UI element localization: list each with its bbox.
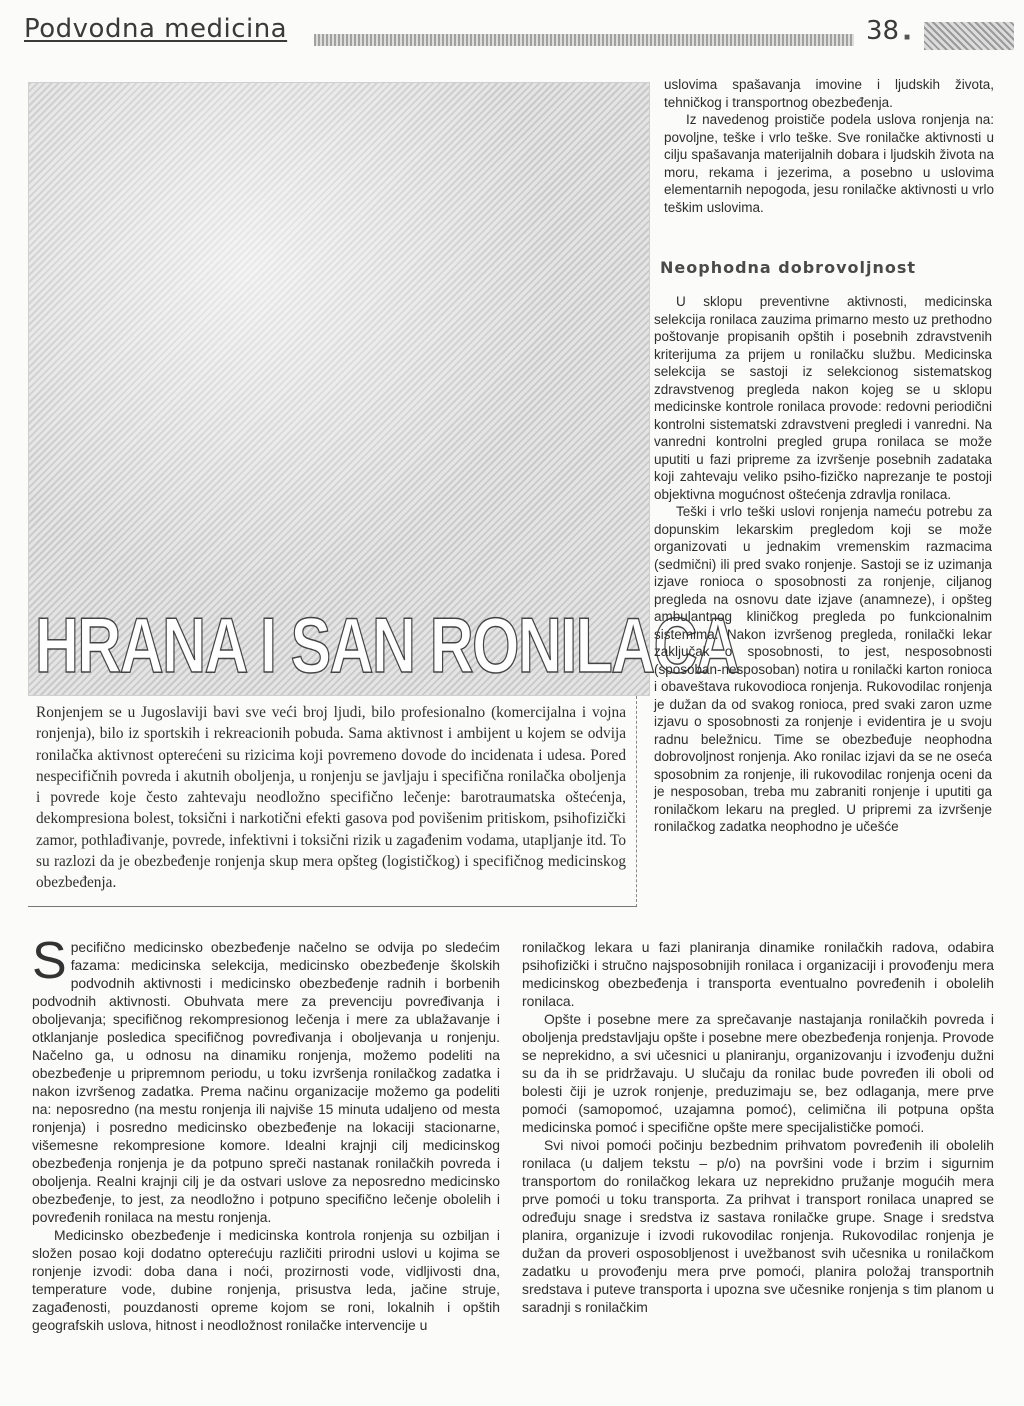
article-lead-box xyxy=(28,696,637,907)
paragraph: Medicinsko obezbeđenje i medicinska kontrola ronjenja su ozbiljan i složen posao koji dodatno opterećuju različiti prirodni uslovi u kojima se ronjenje izvodi: doba dana i noći, prozirnosti vode, vidljivosti dna, temperature vode, dubine ronjenja, prisustva leda, jačine struje, zagađenosti, pouzdanosti opreme kojom se roni, lokalnih i opštih geografskih uslova, hitnost i neodložnost ronilačke intervencije u xyxy=(32,1227,500,1333)
paragraph: Svi nivoi pomoći počinju bezbednim prihvatom povređenih ili obolelih ronilaca (u daljem tekstu – p/o) na površini vode i brzim i sigurnim transportom do ronilačkog lekara uz neprekidno pružanje mogućih mera prve pomoći u toku transporta. Za prihvat i transport ronilaca unapred se određuju snage i sredstva iz sastava ronilačke grupe. Snage i sredstva planira, organizuje i izvodi rukovodilac ronjenja. Rukovodilac ronjenja je dužan da proveri osposobljenost i uvežbanost svih učesnika u ronilačkom zadatku u provođenju mera prve pomoći, planira položaj transportnih sredstava i puteve transporta i upozna sve učesnike ronjenja s tim planom u saradnji s ronilačkim xyxy=(522,1137,994,1315)
paragraph: U sklopu preventivne aktivnosti, medicinska selekcija ronilaca zauzima primarno mesto uz prethodno poštovanje propisanih opštih i posebnih zdravstvenih kriterijuma za prijem u ronilačku službu. Medicinska selekcija se sastoji iz selekcionog sistematskog zdravstvenog pregleda nakon kojeg se u sklopu medicinske kontrole ronilaca provode: redovni periodični kontrolni sistematski zdravstveni pregledi i vanredni. Na vanredni kontrolni pregled grupa ronilaca se može uputiti u fazi pripreme za izvršenje posebnih zadataka koji zahtevaju veliko psiho-fizičko naprezanje te postoji objektivna mogućnost oštećenja zdravlja ronilaca. xyxy=(654,294,992,502)
right-column-top xyxy=(664,76,994,216)
paragraph: uslovima spašavanja imovine i ljudskih života, tehničkog i transportnog obezbeđenja. xyxy=(664,77,994,110)
paragraph-text: pecifično medicinsko obezbeđenje načelno se odvija po sledećim fazama: medicinska selekcija, medicinsko obezbeđenje školskih podvodnih aktivnosti i medicinsko obezbeđenje radnih i borbenih podvodnih aktivnosti. Obuhvata mere za prevenciju povređivanja i oboljevanja; specifičnog rekompresionog lečenja i mere za ublažavanje i otklanjanje posledica specifičnog povređivanja i oboljevanja u ronjenju. Načelno ga, u odnosu na dinamiku ronjenja, možemo podeliti na obezbeđenje u pripremnom periodu, u toku izvršenja ronilačkog zadatka i nakon izvršenog zadatka. Prema načinu organizacije možemo ga podeliti na: neposredno (na mestu ronjenja ili najviše 15 minuta udaljeno od mesta ronjenja) i posredno medicinsko obezbeđenje na lokaciji stacionarne, višemesne rekompresione komore. Idealni krajnji cilj medicinskog obezbeđenja ronjenja je da potpuno spreči nastanak ronilačkih povreda i oboljenja. Realni krajnji cilj je da ostvari uslove za neposredno medicinsko obezbeđenje, to jest, za neodložno i potpuno specifično lečenje obolelih i povređenih ronilaca na mestu ronjenja. xyxy=(32,939,500,1225)
paragraph xyxy=(32,932,500,1226)
header-mark: ■ xyxy=(904,32,911,43)
drop-cap: S xyxy=(32,932,67,990)
article-title: HRANA I SAN RONILACA xyxy=(35,601,739,689)
left-column-bottom xyxy=(32,932,500,1334)
section-heading: Neophodna dobrovoljnost xyxy=(660,258,917,277)
article-lead: Ronjenjem se u Jugoslaviji bavi sve veći broj ljudi, bilo profesionalno (komercijalna i vojna ronjenja), bilo iz sportskih i rekreacionih pobuda. Sama aktivnost i ambijent u kojem se odvija ronilačka aktivnost opterećeni su rizicima koji povremeno dovode do incidenata i udesa. Pored nespecifičnih povreda i akutnih oboljenja, u ronjenju se javljaju i specifična ronilačka oboljenja i povrede koje često zahtevaju neodložno specifično lečenje: barotraumatska oštećenja, dekompresiona bolest, toksični i narkotični efekti gasova pod povišenim pritiskom, psihofizički zamor, pothlađivanje, povrede, infektivni i toksični rizik u zagađenim vodama, utapljanje itd. To su razlozi da je obezbeđenje ronjenja skup mera opšteg (logističkog) i specifičnog medicinskog obezbeđenja. xyxy=(36,704,626,892)
page-number: 38 xyxy=(866,16,900,46)
right-column-main xyxy=(654,293,992,836)
article-photo xyxy=(28,82,739,696)
running-title: Podvodna medicina xyxy=(24,14,288,44)
paragraph: ronilačkog lekara u fazi planiranja dinamike ronilačkih radova, odabira psihofizički i stručno najsposobnijih ronilaca i organizaciji i provođenju mera medicinskog obezbeđenja i transporta eventualno povređenih i obolelih ronilaca. xyxy=(522,939,994,1009)
paragraph: Teški i vrlo teški uslovi ronjenja nameću potrebu za dopunskim lekarskim pregledom koji se može organizovati u jednakim vremenskim razmacima (sedmični) ili pred svako ronjenje. Sastoji se iz uzimanja izjave ronioca o sposobnosti za ronjenje, ciljanog pregleda na osnovu date izjave (anamneze), i opšteg ambulantnog kliničkog pregleda po funkcionalnim sistemima. Nakon izvršenog pregleda, ronilački lekar zaključak o sposobnosti, to jest, nesposobnosti (sposoban-nesposoban) notira u ronilački karton ronioca i obaveštava rukovodioca ronjenja. Rukovodilac ronjenja je dužan da od svakog ronioca, pred svaki zaron uzme izjavu o sposobnosti za ronjenje i evidentira je u svoju radnu beležnicu. Time se obezbeđuje neophodna dobrovoljnost ronjenja. Ako ronilac izjavi da se ne oseća sposobnim za ronjenje, ili rukovodilac ronjenja oceni da je nesposoban, treba mu zabraniti ronjenje i uputiti ga ronilačkom lekaru na pregled. U pripremi za izvršenje ronilačkog zadatka neophodno je učešće xyxy=(654,504,992,834)
paragraph: Opšte i posebne mere za sprečavanje nastajanja ronilačkih povreda i oboljenja predstavljaju opšte i posebne mere obezbeđenja ronjenja. Provode se neprekidno, a svi učesnici u planiranju, organizovanju i izvođenju dužni su da ih se pridržavaju. U slučaju da ronilac bude povređen ili oboli od bolesti čiji je uzrok ronjenje, preduzimaju se, bez odlaganja, mere prve pomoći (samopomoć, uzajamna pomoć), celimična ili potpuna opšta medicinska pomoć i specifične opšte mere specijalističke pomoći. xyxy=(522,1011,994,1135)
middle-column-bottom xyxy=(522,938,994,1316)
paragraph: Iz navedenog proističe podela uslova ronjenja na: povoljne, teške i vrlo teške. Sve ronilačke aktivnosti u cilju spašavanja materijalnih dobara i ljudskih života na moru, rekama i jezerima, a posebno u uslovima elementarnih nepogoda, jesu ronilačke aktivnosti u vrlo teškim uslovima. xyxy=(664,112,994,215)
header-rule xyxy=(314,34,854,46)
header-ornament xyxy=(924,22,1014,50)
page-header xyxy=(24,14,1000,58)
